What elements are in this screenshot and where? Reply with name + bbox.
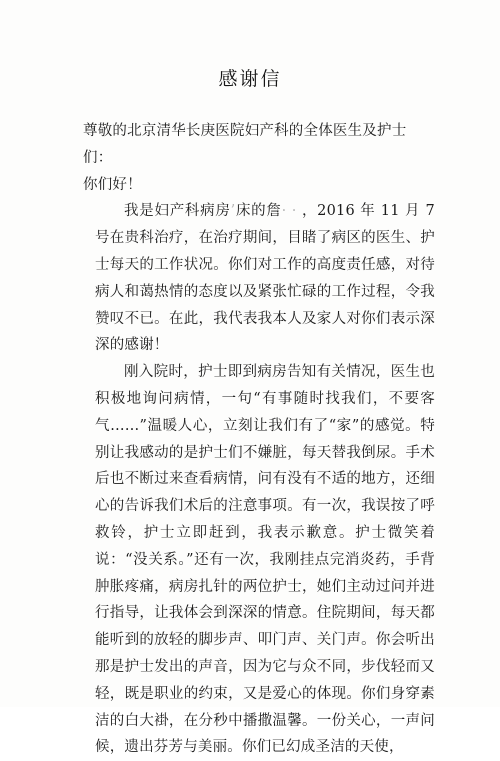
letter-body xyxy=(83,118,435,761)
bed-and-name: 床的詹 xyxy=(235,203,282,220)
salutation: 尊敬的北京清华长庚医院妇产科的全体医生及护士们： xyxy=(83,123,407,166)
redacted-name-mark: · · xyxy=(281,203,302,220)
paragraph-introduction xyxy=(95,198,435,359)
paragraph-experience: 刚入院时，护士即到病房告知有关情况，医生也积极地询问病情，一句“有事随时找我们，不要客气……”温暖人心，立刻让我们有了“家”的感觉。特别让我感动的是护士们不嫌脏，每天替我倒尿。手术后也不断过来查看病情，问有没有不适的地方，还细心的告诉我们术后的注意事项。有一次，我误按了呼救铃，护士立即赶到，我表示歉意。护士微笑着说：“没关系。”还有一次，我刚挂点完消炎药，手背肿胀疼痛，病房扎针的两位护士，她们主动过问并进行指导，让我体会到深深的情意。住院期间，每天都能听到的放轻的脚步声、叩门声、关门声。你会听出那是护士发出的声音，因为它与众不同，步伐轻而又轻，既是职业的约束，又是爱心的体现。你们身穿素洁的白大褂，在分秒中播撒温馨。一份关心，一声问候，遗出芬芳与美丽。你们已幻成圣洁的天使， xyxy=(95,364,435,756)
paragraph-introduction-rest: ，2016 年 11 月 7 号在贵科治疗，在治疗期间，目睹了病区的医生、护士每天的工作状况。你们对工作的高度责任感，对待病人和蔼热情的态度以及紧张忙碌的工作过程，令我赞叹不已。在此，我代表我本人及家人对你们表示深深的感谢！ xyxy=(95,203,435,354)
letter-title: 感谢信 xyxy=(218,68,282,90)
greeting: 你们好！ xyxy=(83,176,142,193)
paragraph-introduction-start: 我是妇产科病房 xyxy=(124,203,231,220)
redacted-room-mark: ’ xyxy=(230,203,236,220)
